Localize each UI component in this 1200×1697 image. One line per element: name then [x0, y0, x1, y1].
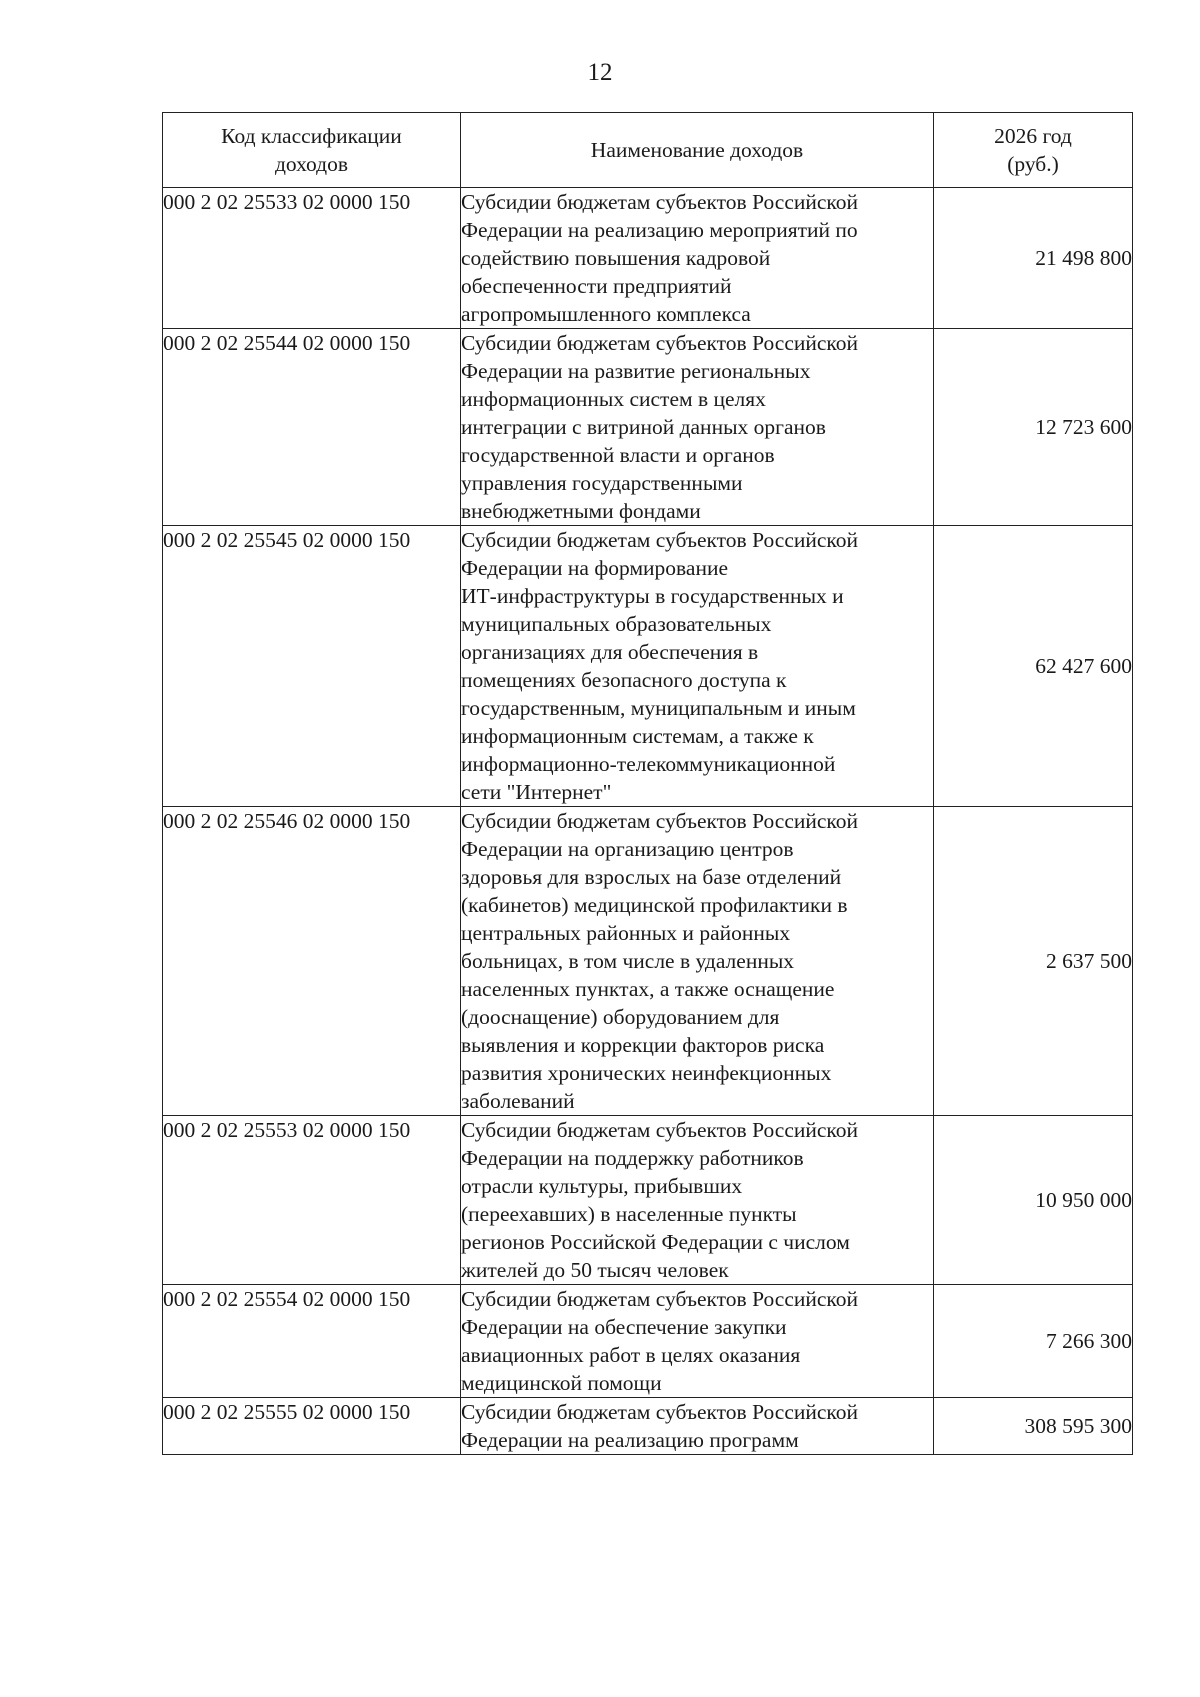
income-name-cell	[461, 1285, 934, 1398]
income-name-cell	[461, 188, 934, 329]
income-name-line: медицинской помощи	[461, 1371, 662, 1395]
income-name-line: регионов Российской Федерации с числом	[461, 1230, 850, 1254]
income-name-line: Субсидии бюджетам субъектов Российской	[461, 809, 859, 833]
header-code	[163, 113, 461, 188]
income-name-line: ИТ-инфраструктуры в государственных и	[461, 584, 844, 608]
header-amount	[934, 113, 1133, 188]
header-code-line: Код классификации	[221, 124, 402, 148]
income-name-line: жителей до 50 тысяч человек	[461, 1258, 729, 1282]
header-amount-line: (руб.)	[1007, 152, 1059, 176]
amount-cell: 308 595 300	[934, 1398, 1133, 1455]
header-code-line: доходов	[274, 152, 349, 176]
table-row	[163, 807, 1133, 1116]
income-name-line: здоровья для взрослых на базе отделений	[461, 865, 842, 889]
table-row	[163, 1398, 1133, 1455]
income-code-cell: 000 2 02 25553 02 0000 150	[163, 1116, 461, 1285]
income-name-line: информационно-телекоммуникационной	[461, 752, 836, 776]
income-name-line: Федерации на формирование	[461, 556, 729, 580]
header-name: Наименование доходов	[461, 113, 934, 188]
income-code-cell: 000 2 02 25544 02 0000 150	[163, 329, 461, 526]
income-name-line: Федерации на реализацию мероприятий по	[461, 218, 858, 242]
table-row	[163, 526, 1133, 807]
table-row	[163, 1285, 1133, 1398]
income-name-line: (дооснащение) оборудованием для	[461, 1005, 780, 1029]
income-name-line: Субсидии бюджетам субъектов Российской	[461, 190, 859, 214]
amount-cell: 12 723 600	[934, 329, 1133, 526]
income-code-cell: 000 2 02 25533 02 0000 150	[163, 188, 461, 329]
income-name-line: авиационных работ в целях оказания	[461, 1343, 801, 1367]
table-row	[163, 1116, 1133, 1285]
revenue-table	[162, 112, 1133, 1455]
income-code-cell: 000 2 02 25545 02 0000 150	[163, 526, 461, 807]
income-name-line: Федерации на реализацию программ	[461, 1428, 799, 1452]
income-name-line: Субсидии бюджетам субъектов Российской	[461, 1118, 859, 1142]
income-name-line: Федерации на поддержку работников	[461, 1146, 804, 1170]
amount-cell: 7 266 300	[934, 1285, 1133, 1398]
income-name-cell	[461, 526, 934, 807]
income-name-line: информационных систем в целях	[461, 387, 766, 411]
table-row	[163, 329, 1133, 526]
income-name-line: муниципальных образовательных	[461, 612, 772, 636]
header-amount-line: 2026 год	[994, 124, 1072, 148]
income-name-line: помещениях безопасного доступа к	[461, 668, 787, 692]
income-name-line: обеспеченности предприятий	[461, 274, 732, 298]
income-name-line: больницах, в том числе в удаленных	[461, 949, 795, 973]
income-name-line: Федерации на развитие региональных	[461, 359, 811, 383]
income-name-line: Субсидии бюджетам субъектов Российской	[461, 1287, 859, 1311]
income-name-line: сети "Интернет"	[461, 780, 612, 804]
income-name-line: государственной власти и органов	[461, 443, 775, 467]
amount-cell: 10 950 000	[934, 1116, 1133, 1285]
income-name-line: агропромышленного комплекса	[461, 302, 751, 326]
amount-cell: 62 427 600	[934, 526, 1133, 807]
income-name-line: организациях для обеспечения в	[461, 640, 759, 664]
income-name-cell	[461, 1116, 934, 1285]
income-name-line: отрасли культуры, прибывших	[461, 1174, 743, 1198]
amount-cell: 21 498 800	[934, 188, 1133, 329]
income-name-line: государственным, муниципальным и иным	[461, 696, 856, 720]
table-header-row	[163, 113, 1133, 188]
income-code-cell: 000 2 02 25555 02 0000 150	[163, 1398, 461, 1455]
page-number: 12	[587, 59, 613, 86]
income-name-cell	[461, 329, 934, 526]
income-name-line: (переехавших) в населенные пункты	[461, 1202, 797, 1226]
table-row	[163, 188, 1133, 329]
income-code-cell: 000 2 02 25554 02 0000 150	[163, 1285, 461, 1398]
income-name-line: населенных пунктах, а также оснащение	[461, 977, 835, 1001]
table-body	[163, 188, 1133, 1455]
income-name-line: заболеваний	[461, 1089, 575, 1113]
income-name-line: Субсидии бюджетам субъектов Российской	[461, 331, 859, 355]
income-name-line: интеграции с витриной данных органов	[461, 415, 826, 439]
income-name-line: развития хронических неинфекционных	[461, 1061, 832, 1085]
income-name-line: Федерации на организацию центров	[461, 837, 794, 861]
income-name-line: Субсидии бюджетам субъектов Российской	[461, 528, 859, 552]
income-name-cell	[461, 807, 934, 1116]
income-name-line: управления государственными	[461, 471, 743, 495]
income-name-cell	[461, 1398, 934, 1455]
income-name-line: информационным системам, а также к	[461, 724, 814, 748]
amount-cell: 2 637 500	[934, 807, 1133, 1116]
income-code-cell: 000 2 02 25546 02 0000 150	[163, 807, 461, 1116]
income-name-line: выявления и коррекции факторов риска	[461, 1033, 825, 1057]
income-name-line: Субсидии бюджетам субъектов Российской	[461, 1400, 859, 1424]
income-name-line: центральных районных и районных	[461, 921, 791, 945]
income-name-line: содействию повышения кадровой	[461, 246, 771, 270]
income-name-line: (кабинетов) медицинской профилактики в	[461, 893, 848, 917]
income-name-line: Федерации на обеспечение закупки	[461, 1315, 787, 1339]
income-name-line: внебюджетными фондами	[461, 499, 701, 523]
